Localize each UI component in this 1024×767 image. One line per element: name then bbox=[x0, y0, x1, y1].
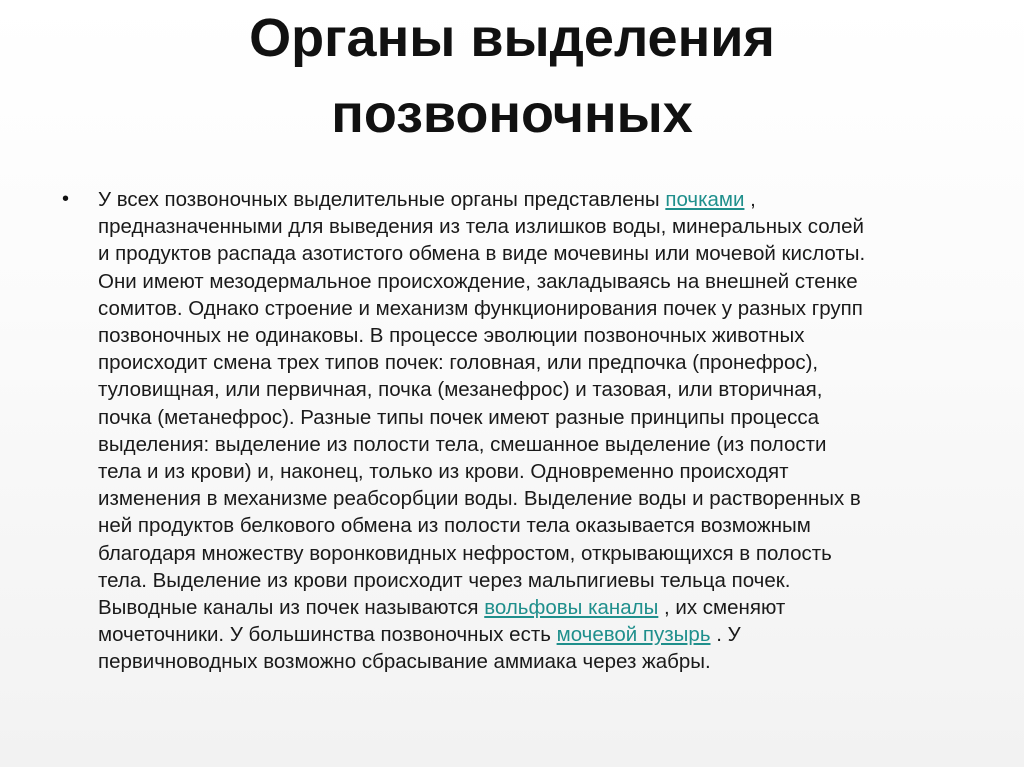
paragraph-text: тела. Выделение из крови происходит через мальпигиевы тельца почек. bbox=[98, 568, 791, 592]
paragraph-line bbox=[98, 186, 980, 213]
paragraph-text: происходит смена трех типов почек: головная, или предпочка (пронефрос), bbox=[98, 351, 819, 375]
paragraph-text: ней продуктов белкового обмена из полости тела оказывается возможным bbox=[98, 514, 811, 538]
paragraph-line bbox=[98, 213, 980, 240]
bullet-icon: • bbox=[62, 188, 70, 210]
paragraph-line bbox=[98, 295, 980, 322]
inline-link[interactable]: почками bbox=[665, 188, 745, 211]
paragraph-text: благодаря множеству воронковидных нефростом, открывающихся в полость bbox=[98, 541, 832, 565]
inline-link[interactable]: вольфовы каналы bbox=[484, 596, 659, 620]
paragraph-text: У всех позвоночных выделительные органы представлены bbox=[98, 188, 666, 211]
slide-title-line-2: позвоночных bbox=[331, 84, 693, 144]
paragraph-text: сомитов. Однако строение и механизм функционирования почек у разных групп bbox=[98, 296, 863, 320]
inline-link[interactable]: мочевой пузырь bbox=[556, 623, 711, 647]
paragraph-text: почка (метанефрос). Разные типы почек имеют разные принципы процесса bbox=[98, 405, 819, 429]
paragraph-line bbox=[98, 268, 980, 295]
paragraph-line bbox=[98, 431, 980, 458]
paragraph-line bbox=[98, 540, 980, 567]
paragraph-line bbox=[98, 349, 980, 376]
paragraph-line bbox=[98, 512, 980, 539]
paragraph-text: первичноводных возможно сбрасывание аммиака через жабры. bbox=[98, 650, 711, 674]
paragraph-text: выделения: выделение из полости тела, смешанное выделение (из полости bbox=[98, 432, 827, 456]
paragraph-text: туловищная, или первичная, почка (мезанефрос) и тазовая, или вторичная, bbox=[98, 378, 823, 402]
paragraph-text: тела и из крови) и, наконец, только из крови. Одновременно происходят bbox=[98, 460, 789, 484]
bullet-paragraph bbox=[98, 186, 980, 676]
paragraph-line bbox=[98, 594, 980, 621]
slide-title-line-1: Органы выделения bbox=[249, 8, 775, 68]
slide-title bbox=[60, 0, 964, 152]
paragraph-text: мочеточники. У большинства позвоночных есть bbox=[98, 623, 557, 647]
paragraph-line bbox=[98, 458, 980, 485]
paragraph-line bbox=[98, 376, 980, 403]
paragraph-line bbox=[98, 240, 980, 267]
paragraph-text: , их сменяют bbox=[658, 596, 786, 620]
paragraph-text: , bbox=[744, 188, 756, 211]
paragraph-line bbox=[98, 322, 980, 349]
paragraph-text: . У bbox=[710, 623, 741, 647]
paragraph-text: изменения в механизме реабсорбции воды. Выделение воды и растворенных в bbox=[98, 487, 861, 511]
paragraph-line bbox=[98, 648, 980, 675]
paragraph-line bbox=[98, 567, 980, 594]
paragraph-text: Выводные каналы из почек называются bbox=[98, 596, 485, 620]
paragraph-text: и продуктов распада азотистого обмена в виде мочевины или мочевой кислоты. bbox=[98, 242, 866, 266]
paragraph-text: предназначенными для выведения из тела излишков воды, минеральных солей bbox=[98, 215, 864, 239]
paragraph-line bbox=[98, 621, 980, 648]
paragraph-line bbox=[98, 404, 980, 431]
paragraph-text: Они имеют мезодермальное происхождение, закладываясь на внешней стенке bbox=[98, 269, 858, 293]
paragraph-text: позвоночных не одинаковы. В процессе эволюции позвоночных животных bbox=[98, 324, 805, 348]
paragraph-line bbox=[98, 485, 980, 512]
